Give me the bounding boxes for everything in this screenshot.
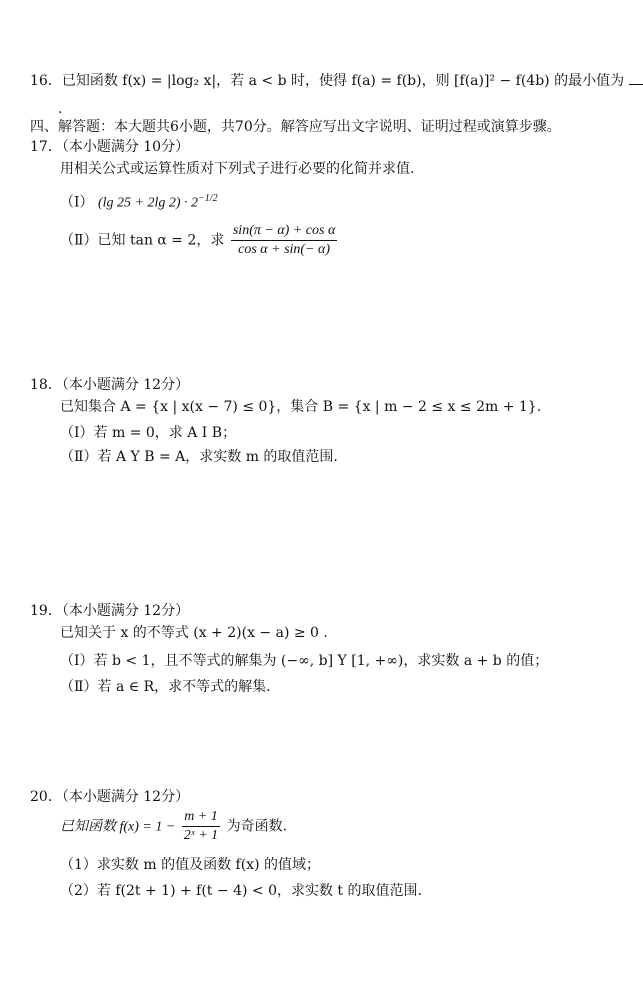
question-18-intro: 已知集合 A = {x | x(x − 7) ≤ 0}，集合 B = {x | m − 2 ≤ x ≤ 2m + 1}. xyxy=(60,399,542,415)
question-17-header: 17．（本小题满分 10分） xyxy=(30,139,190,155)
fraction-denominator: 2ˣ + 1 xyxy=(183,828,219,843)
question-17-part1 xyxy=(60,190,218,213)
part1-exponent: −1/2 xyxy=(198,193,218,204)
question-17-intro: 用相关公式或运算性质对下列式子进行必要的化简并求值. xyxy=(60,161,415,177)
part1-expression: (lg 25 + 2lg 2) · 2 xyxy=(97,195,199,211)
question-18-header: 18．（本小题满分 12分） xyxy=(30,377,190,393)
question-19-part2: （Ⅱ）若 a ∈ R，求不等式的解集. xyxy=(60,679,271,695)
question-17-part2 xyxy=(60,222,339,259)
question-20-part1: （1）求实数 m 的值及函数 f(x) 的值域； xyxy=(60,857,320,873)
part2-label: （Ⅱ）已知 tan α = 2，求 xyxy=(60,232,225,249)
fraction-numerator: sin(π − α) + cos α xyxy=(231,222,337,241)
answer-blank xyxy=(629,70,643,85)
part2-fraction xyxy=(231,222,337,259)
question-18-part2: （Ⅱ）若 A Y B = A，求实数 m 的取值范围. xyxy=(60,449,338,465)
question-20-header: 20．（本小题满分 12分） xyxy=(30,789,190,805)
question-18-part1: （Ⅰ）若 m = 0，求 A I B； xyxy=(60,425,237,441)
question-19-intro: 已知关于 x 的不等式 (x + 2)(x − a) ≥ 0 . xyxy=(60,625,328,641)
section-4-heading: 四、解答题：本大题共6小题，共70分。解答应写出文字说明、证明过程或演算步骤。 xyxy=(30,119,561,135)
question-19-part1: （Ⅰ）若 b < 1，且不等式的解集为 (−∞, b] Y [1, +∞)，求实数 a + b 的值； xyxy=(60,653,549,669)
question-20-intro xyxy=(60,808,287,845)
question-20-part2: （2）若 f(2t + 1) + f(t − 4) < 0，求实数 t 的取值范围. xyxy=(60,883,422,899)
part1-label: （Ⅰ） xyxy=(60,194,94,211)
fraction-denominator: cos α + sin(− α) xyxy=(238,242,331,257)
question-16-text: 16．已知函数 f(x) = |log₂ x|，若 a < b 时，使得 f(a) = f(b)，则 [f(a)]² − f(4b) 的最小值为 xyxy=(30,73,625,89)
question-16 xyxy=(30,70,643,90)
fraction-numerator: m + 1 xyxy=(182,808,220,827)
intro-prefix: 已知函数 f(x) = 1 − xyxy=(60,819,176,835)
question-19-header: 19．（本小题满分 12分） xyxy=(30,603,190,619)
question-16-dot: . xyxy=(58,101,63,117)
intro-suffix: 为奇函数. xyxy=(226,818,288,835)
intro-fraction xyxy=(182,808,220,845)
